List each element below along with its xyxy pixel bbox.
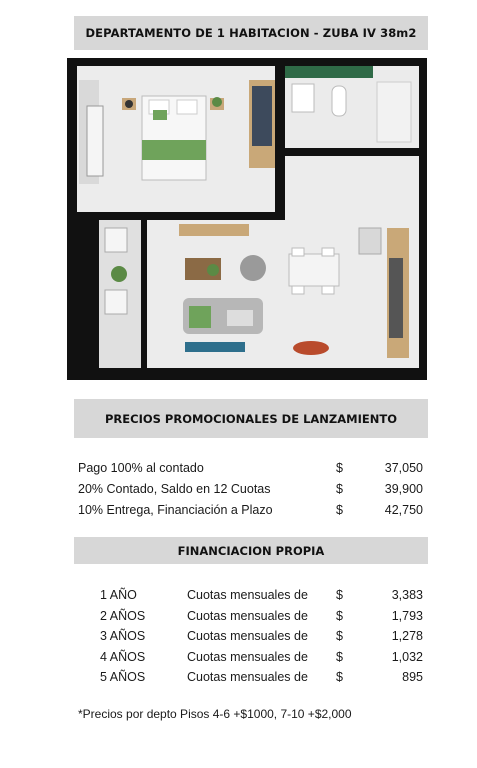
price-currency: $ — [336, 482, 343, 496]
floor-rug — [185, 342, 245, 352]
price-amount: 39,900 — [384, 482, 423, 496]
financing-table — [78, 585, 423, 688]
price-amount: 42,750 — [384, 503, 423, 517]
shelf — [179, 224, 249, 236]
price-label: Pago 100% al contado — [78, 461, 204, 475]
price-currency: $ — [336, 503, 343, 517]
financing-term: 5 AÑOS — [100, 670, 146, 684]
financing-row — [78, 606, 423, 627]
bedroom-window — [87, 106, 103, 176]
financing-currency: $ — [336, 649, 343, 664]
toilet — [332, 86, 346, 116]
financing-desc: Cuotas mensuales de — [187, 649, 308, 664]
sink — [292, 84, 314, 112]
financing-currency: $ — [336, 608, 343, 623]
financing-term: 3 AÑOS — [100, 629, 146, 643]
financing-amount: 3,383 — [391, 588, 423, 602]
financing-term: 1 AÑO — [100, 588, 137, 602]
stove — [389, 258, 403, 338]
price-label: 20% Contado, Saldo en 12 Cuotas — [78, 482, 271, 496]
financing-currency: $ — [336, 670, 343, 684]
financing-amount: 1,032 — [391, 649, 423, 664]
financing-amount: 1,278 — [391, 629, 423, 643]
financing-amount: 895 — [402, 670, 423, 684]
price-label: 10% Entrega, Financiación a Plazo — [78, 503, 273, 517]
financing-row — [78, 585, 423, 606]
price-amount: 37,050 — [384, 461, 423, 475]
ottoman — [240, 255, 266, 281]
financing-currency: $ — [336, 588, 343, 602]
financing-heading: FINANCIACION PROPIA — [177, 543, 325, 558]
bed-blanket — [142, 140, 206, 160]
shower — [377, 82, 411, 142]
round-rug — [293, 341, 329, 355]
fridge — [359, 228, 381, 254]
promo-price-table — [78, 458, 423, 521]
price-row — [78, 479, 423, 500]
price-row — [78, 500, 423, 521]
promo-heading: PRECIOS PROMOCIONALES DE LANZAMIENTO — [104, 411, 397, 426]
floor-plan — [67, 58, 427, 380]
promo-heading-banner — [74, 399, 428, 438]
financing-desc: Cuotas mensuales de — [187, 608, 308, 623]
financing-row — [78, 667, 423, 688]
financing-desc: Cuotas mensuales de — [187, 588, 308, 602]
financing-currency: $ — [336, 629, 343, 643]
page-title: DEPARTAMENTO DE 1 HABITACION - ZUBA IV 38m2 — [85, 26, 417, 40]
financing-desc: Cuotas mensuales de — [187, 670, 308, 684]
footnote: *Precios por depto Pisos 4-6 +$1000, 7-10 +$2,000 — [78, 707, 352, 721]
financing-term: 2 AÑOS — [100, 608, 146, 623]
financing-heading-banner — [74, 537, 428, 564]
dining-table — [289, 254, 339, 286]
financing-desc: Cuotas mensuales de — [187, 629, 308, 643]
financing-row — [78, 647, 423, 668]
financing-amount: 1,793 — [391, 608, 423, 623]
title-banner — [74, 16, 428, 50]
financing-row — [78, 626, 423, 647]
financing-term: 4 AÑOS — [100, 649, 146, 664]
price-row — [78, 458, 423, 479]
price-currency: $ — [336, 461, 343, 475]
